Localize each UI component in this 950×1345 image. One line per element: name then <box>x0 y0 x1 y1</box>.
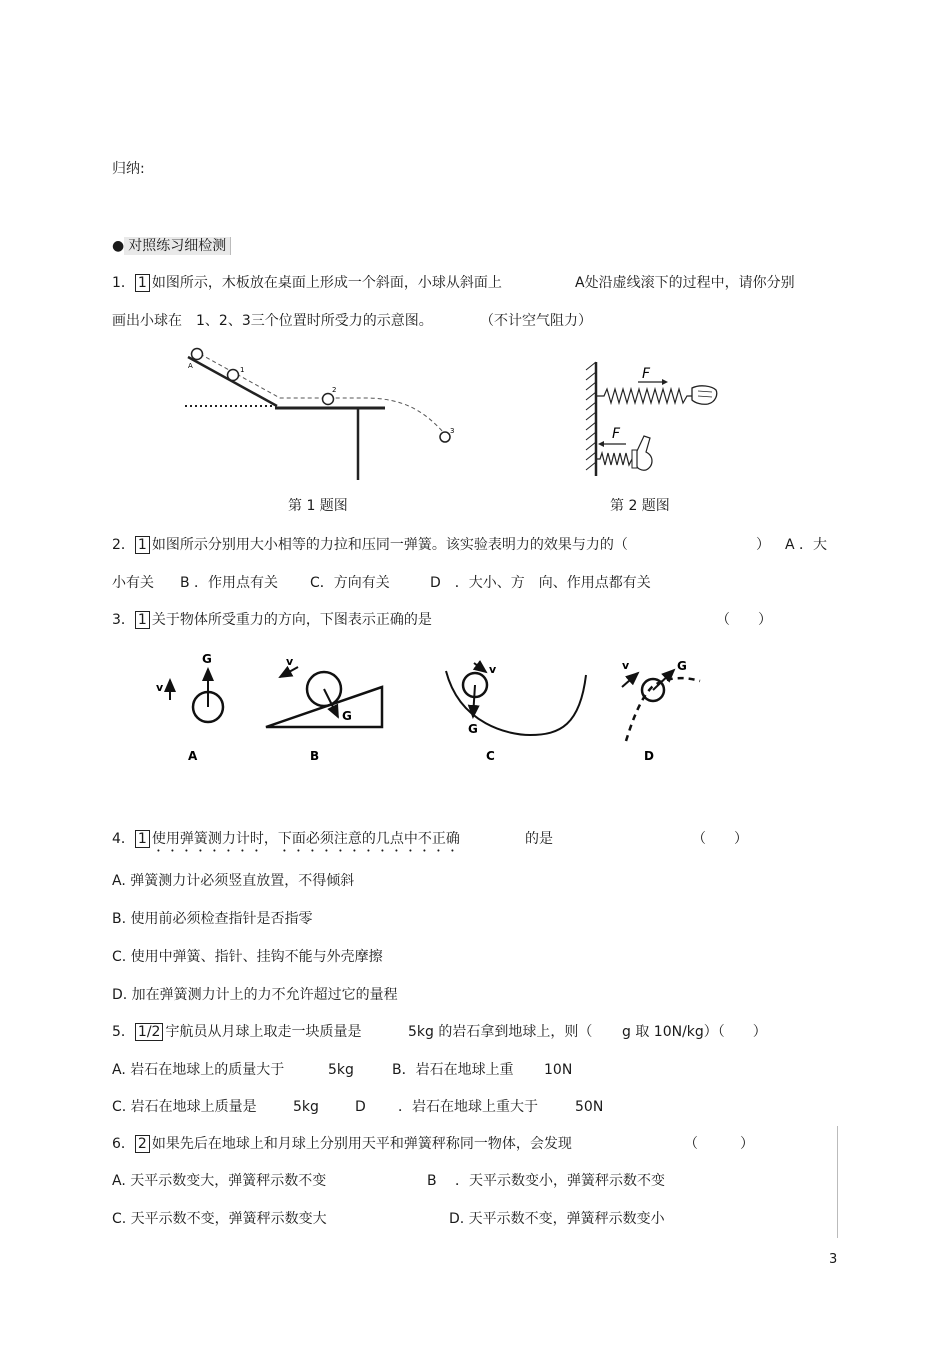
svg-text:A: A <box>188 749 198 763</box>
option-c-figure <box>446 663 586 763</box>
bullet-icon: ● <box>112 238 125 254</box>
question-1-line-1b: A处沿虚线滚下的过程中，请你分别 <box>575 275 795 291</box>
question-5-option-a: A. 岩石在地球上的质量大于 <box>112 1062 285 1078</box>
question-number: 1． <box>112 275 135 291</box>
question-5-text-2: 5kg 的岩石拿到地球上，则（ <box>408 1024 593 1040</box>
question-6-option-c: C. 天平示数不变，弹簧秤示数变大 <box>112 1211 327 1227</box>
svg-text:v: v <box>286 655 294 668</box>
question-6-option-b-letter: B <box>427 1173 437 1189</box>
svg-text:v: v <box>489 663 497 676</box>
question-2-option-b: B ．作用点有关 <box>180 575 279 591</box>
ball-2 <box>323 394 334 405</box>
section-title: 对照练习细检测 <box>124 237 231 255</box>
option-d-figure <box>622 659 700 763</box>
difficulty-tag: 1 <box>135 611 150 629</box>
question-5-option-d-value: 50N <box>575 1099 604 1115</box>
force-label-2: F <box>612 426 621 442</box>
summary-label: 归纳: <box>112 161 145 177</box>
question-text: 关于物体所受重力的方向，下图表示正确的是 <box>151 612 432 628</box>
question-text: 使用弹簧测力计时，下面必须注意的几点中不正确 <box>151 831 460 847</box>
question-4-option-c: C. 使用中弹簧、指针、挂钩不能与外壳摩擦 <box>112 949 383 965</box>
figure-1-incline <box>180 342 470 484</box>
question-6-option-a: A. 天平示数变大，弹簧秤示数不变 <box>112 1173 327 1189</box>
question-5-option-a-value: 5kg <box>328 1062 354 1078</box>
question-5-line <box>112 1023 361 1041</box>
question-2-option-d: D ．大小、方 向、作用点都有关 <box>430 575 651 591</box>
question-text: 如图所示分别用大小相等的力拉和压同一弹簧。该实验表明力的效果与力的（ <box>151 537 628 553</box>
question-text: 如图所示，木板放在桌面上形成一个斜面，小球从斜面上 <box>151 275 502 291</box>
ball-3 <box>440 432 450 442</box>
label-2: 2 <box>332 386 337 394</box>
question-5-option-d: ．岩石在地球上重大于 <box>398 1099 538 1115</box>
question-2-option-c: C．方向有关 <box>310 575 390 591</box>
svg-text:G: G <box>468 722 478 736</box>
question-2-paren: ） <box>756 537 770 553</box>
question-3-line <box>112 611 432 629</box>
difficulty-tag: 1/2 <box>135 1023 164 1041</box>
difficulty-tag: 1 <box>135 274 150 292</box>
difficulty-tag: 2 <box>135 1135 150 1153</box>
question-5-text-3: g 取 10N/kg）（ ） <box>622 1024 767 1040</box>
label-1: 1 <box>240 366 245 374</box>
question-number: 5． <box>112 1024 135 1040</box>
svg-text:D: D <box>644 749 654 763</box>
option-b-figure <box>266 655 382 763</box>
question-5-option-c: C. 岩石在地球上质量是 <box>112 1099 257 1115</box>
question-text: 如果先后在地球上和月球上分别用天平和弹簧秤称同一物体，会发现 <box>151 1136 572 1152</box>
question-6-paren: （ ） <box>684 1136 754 1152</box>
svg-text:G: G <box>677 659 687 673</box>
label-3: 3 <box>450 427 455 435</box>
option-a-figure <box>156 652 223 763</box>
question-text: 宇航员从月球上取走一块质量是 <box>165 1024 362 1040</box>
question-4-tail: 的是 <box>525 831 553 847</box>
ball-1 <box>228 370 239 381</box>
question-6-line <box>112 1135 572 1153</box>
question-1-note: （不计空气阻力） <box>480 313 592 329</box>
figure-2-spring <box>578 358 728 480</box>
svg-text:C: C <box>486 749 495 763</box>
question-2-option-a-cont: 小有关 <box>112 575 154 591</box>
difficulty-tag: 1 <box>135 536 150 554</box>
question-number: 6． <box>112 1136 135 1152</box>
question-2-line-1 <box>112 536 628 554</box>
svg-text:B: B <box>310 749 320 763</box>
force-label-1: F <box>642 366 651 382</box>
label-a: A <box>188 362 193 370</box>
question-4-paren: （ ） <box>692 831 748 847</box>
question-4-option-b: B. 使用前必须检查指针是否指零 <box>112 911 313 927</box>
figure-2-caption: 第 2 题图 <box>610 498 670 514</box>
question-4-option-a: A. 弹簧测力计必须竖直放置，不得倾斜 <box>112 873 355 889</box>
svg-text:G: G <box>342 709 352 723</box>
question-6-option-b: ．天平示数变小，弹簧秤示数不变 <box>455 1173 665 1189</box>
question-5-option-c-value: 5kg <box>293 1099 319 1115</box>
question-5-option-d-letter: D <box>355 1099 366 1115</box>
page-number: 3 <box>829 1252 838 1267</box>
question-2-option-a: A ．大 <box>785 537 828 553</box>
question-4-option-d: D. 加在弹簧测力计上的力不允许超过它的量程 <box>112 987 398 1003</box>
section-heading <box>112 237 231 255</box>
figure-1-caption: 第 1 题图 <box>288 498 348 514</box>
svg-text:v: v <box>156 681 164 694</box>
question-number: 4． <box>112 831 135 847</box>
question-number: 3． <box>112 612 135 628</box>
difficulty-tag: 1 <box>135 830 150 848</box>
question-1-line-2: 画出小球在 1、2、3三个位置时所受力的示意图。 <box>112 313 433 329</box>
question-1-line-1 <box>112 274 502 292</box>
figure-3-gravity-options <box>150 645 720 770</box>
question-5-option-b: B．岩石在地球上重 <box>392 1062 514 1078</box>
ball-a <box>192 349 203 360</box>
svg-text:G: G <box>202 652 212 666</box>
question-number: 2． <box>112 537 135 553</box>
question-4-line <box>112 830 460 855</box>
question-3-paren: （ ） <box>716 612 772 628</box>
question-6-option-d: D. 天平示数不变，弹簧秤示数变小 <box>449 1211 665 1227</box>
question-5-option-b-value: 10N <box>544 1062 573 1078</box>
margin-rule <box>837 1126 838 1238</box>
svg-text:v: v <box>622 659 630 672</box>
